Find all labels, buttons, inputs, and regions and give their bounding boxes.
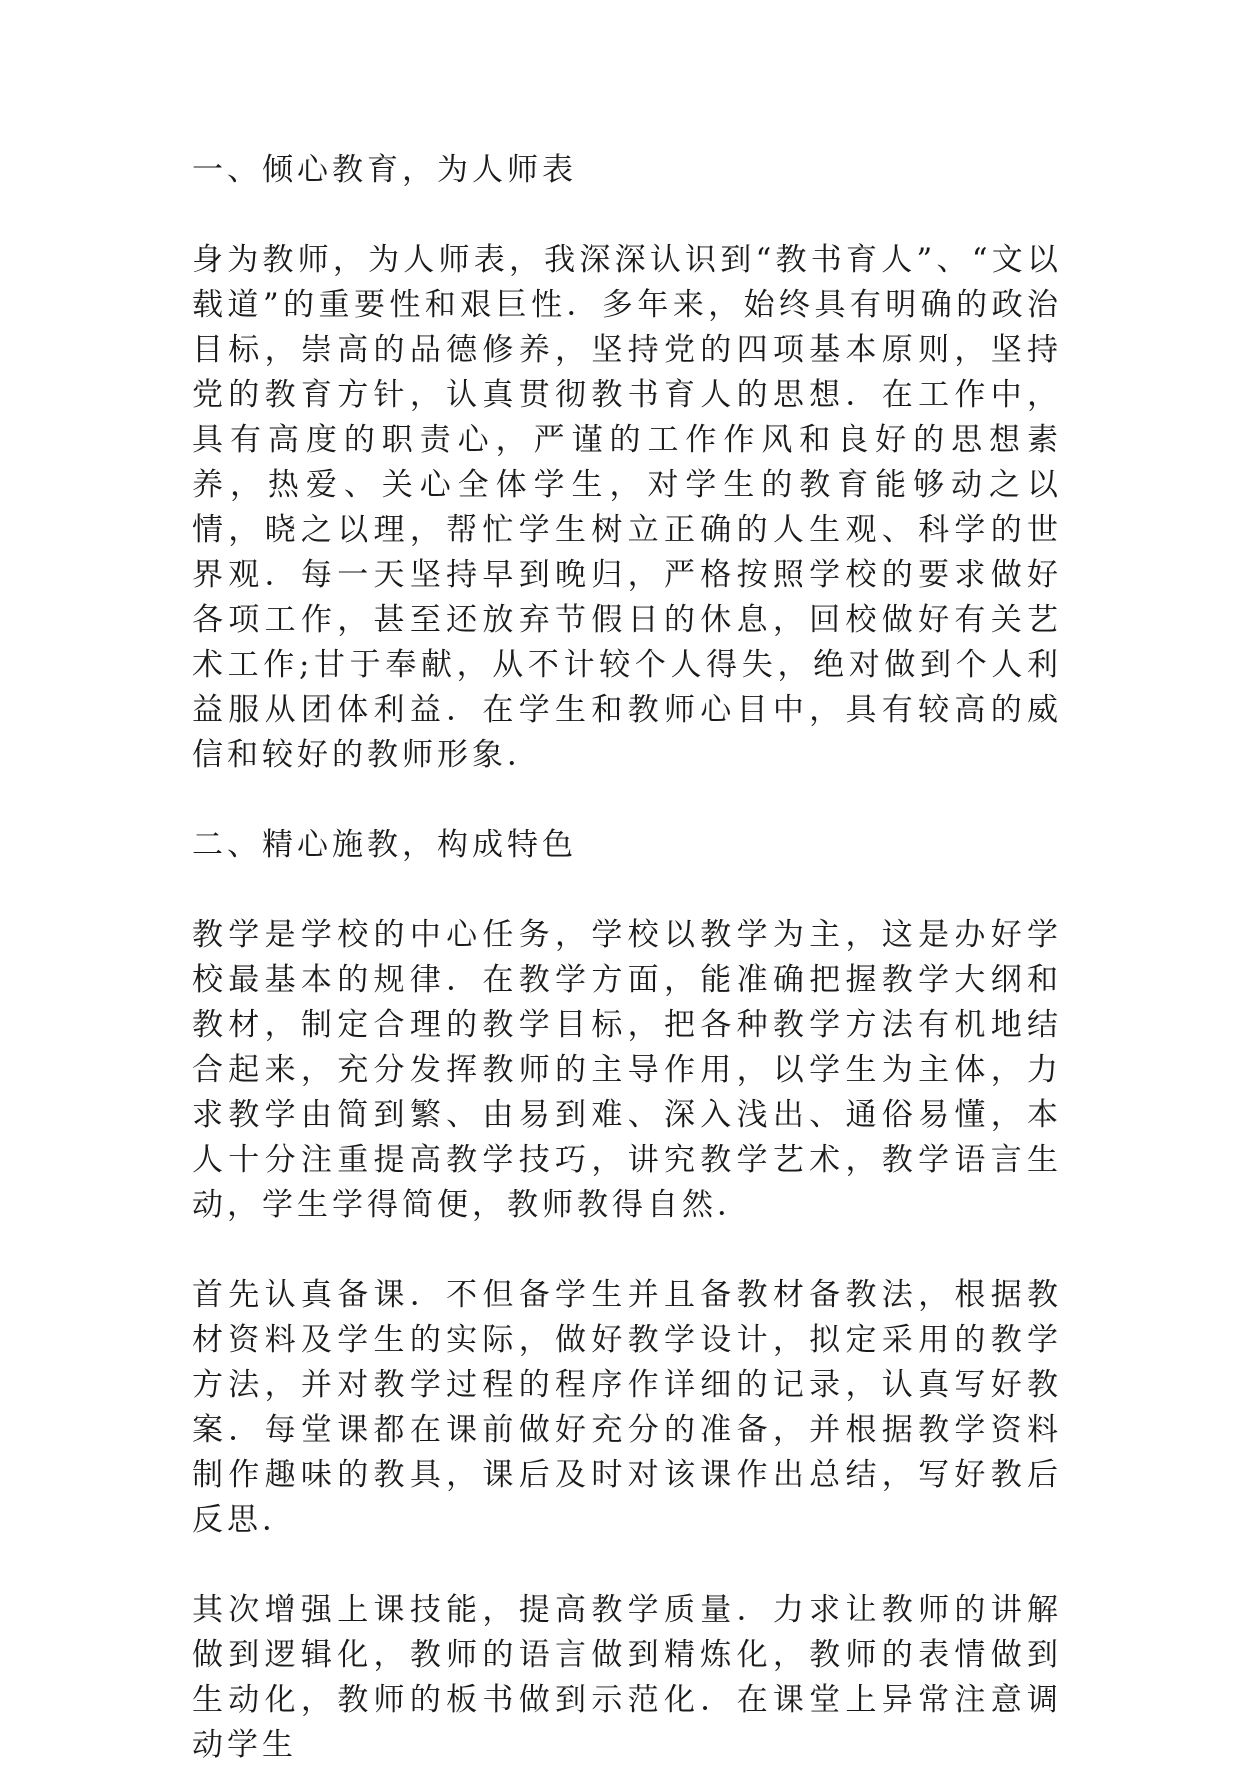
section-heading-1: 一、倾心教育，为人师表	[192, 152, 577, 188]
document-body	[192, 148, 1062, 1768]
section-2-paragraph-2: 首先认真备课．不但备学生并且备教材备教法，根据教材资料及学生的实际，做好教学设计，拟定采用的教学方法，并对教学过程的程序作详细的记录，认真写好教案．每堂课都在课前做好充分的准备，并根据教学资料制作趣味的教具，课后及时对该课作出总结，写好教后反思．	[192, 1277, 1062, 1538]
section-1-paragraph-1: 身为教师，为人师表，我深深认识到“教书育人”、“文以载道”的重要性和艰巨性．多年来，始终具有明确的政治目标，崇高的品德修养，坚持党的四项基本原则，坚持党的教育方针，认真贯彻教书育人的思想．在工作中，具有高度的职责心，严谨的工作作风和良好的思想素养，热爱、关心全体学生，对学生的教育能够动之以情，晓之以理，帮忙学生树立正确的人生观、科学的世界观．每一天坚持早到晚归，严格按照学校的要求做好各项工作，甚至还放弃节假日的休息，回校做好有关艺术工作;甘于奉献，从不计较个人得失，绝对做到个人利益服从团体利益．在学生和教师心目中，具有较高的威信和较好的教师形象．	[192, 242, 1062, 773]
section-2-paragraph-1: 教学是学校的中心任务，学校以教学为主，这是办好学校最基本的规律．在教学方面，能准确把握教学大纲和教材，制定合理的教学目标，把各种教学方法有机地结合起来，充分发挥教师的主导作用，以学生为主体，力求教学由简到繁、由易到难、深入浅出、通俗易懂，本人十分注重提高教学技巧，讲究教学艺术，教学语言生动，学生学得简便，教师教得自然．	[192, 917, 1062, 1223]
section-2-paragraph-3: 其次增强上课技能，提高教学质量．力求让教师的讲解做到逻辑化，教师的语言做到精炼化，教师的表情做到生动化，教师的板书做到示范化．在课堂上异常注意调动学生	[192, 1592, 1062, 1763]
section-heading-2: 二、精心施教，构成特色	[192, 827, 577, 863]
